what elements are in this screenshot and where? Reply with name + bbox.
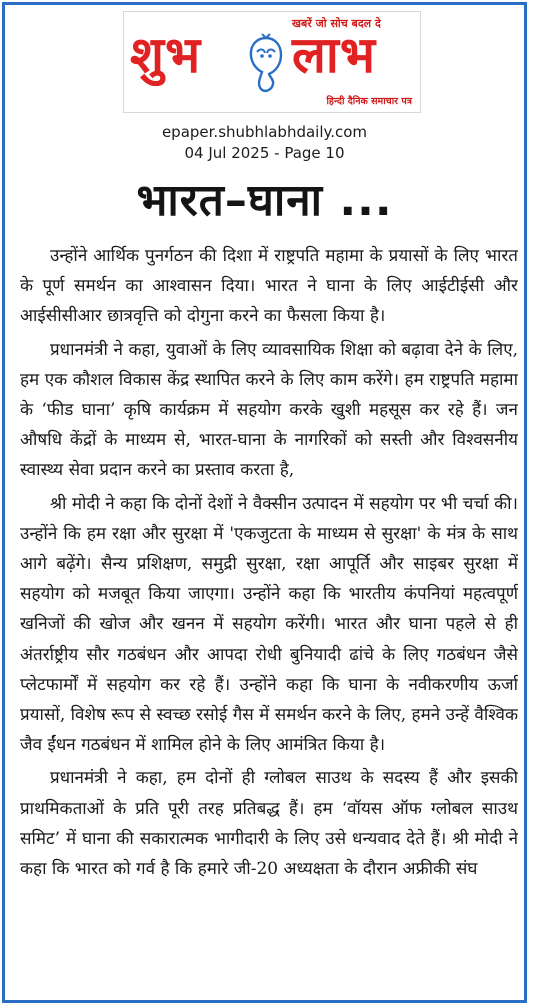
date-and-page: 04 Jul 2025 - Page 10 <box>184 144 345 162</box>
logo-word-shubh: शुभ <box>130 26 202 84</box>
ganesha-emblem-icon <box>242 32 290 94</box>
article-paragraph: श्री मोदी ने कहा कि दोनों देशों ने वैक्सीन उत्पादन में सहयोग पर भी चर्चा की। उन्होंने कि हम रक्षा और सुरक्षा में 'एकजुटता के माध्यम से सुरक्षा' के मंत्र के साथ आगे बढ़ेंगे। सैन्य प्रशिक्षण, समुद्री सुरक्षा, रक्षा आपूर्ति और साइबर सुरक्षा में सहयोग को मजबूत किया जाएगा। उन्होंने कहा कि भारतीय कंपनियां महत्वपूर्ण खनिजों की खोज और खनन में सहयोग करेंगी। भारत और घाना पहले से ही अंतर्राष्ट्रीय सौर गठबंधन और आपदा रोधी बुनियादी ढांचे के लिए गठबंधन जैसे प्लेटफार्मों में सहयोग कर रहे हैं। उन्होंने कहा कि घाना के नवीकरणीय ऊर्जा प्रयासों, विशेष रूप से स्वच्छ रसोई गैस में समर्थन करने के लिए, हमने उन्हें वैश्विक जैव ईंधन गठबंधन में शामिल होने के लिए आमंत्रित किया है। <box>20 493 518 756</box>
masthead-subtitle: हिन्दी दैनिक समाचार पत्र <box>326 96 412 107</box>
article-body <box>20 241 518 1003</box>
epaper-url: epaper.shubhlabhdaily.com <box>161 123 368 141</box>
article-paragraph: प्रधानमंत्री ने कहा, हम दोनों ही ग्लोबल साउथ के सदस्य हैं और इसकी प्राथमिकताओं के प्रति पूरी तरह प्रतिबद्ध हैं। हम ‘वॉयस ऑफ ग्लोबल साउथ समिट’ में घाना की सकारात्मक भागीदारी के लिए उसे धन्यवाद देते हैं। श्री मोदी ने कहा कि भारत को गर्व है कि हमारे जी-20 अध्यक्षता के दौरान अफ्रीकी संघ <box>20 768 518 880</box>
masthead-tagline: खबरें जो सोच बदल दे <box>292 17 381 30</box>
logo-word-labh: लाभ <box>292 26 376 84</box>
article-paragraph: उन्होंने आर्थिक पुनर्गठन की दिशा में राष्ट्रपति महामा के प्रयासों के लिए भारत के पूर्ण समर्थन का आश्वासन दिया। भारत ने घाना के लिए आईटीईसी और आईसीसीआर छात्रवृत्ति को दोगुना करने का फैसला किया है। <box>20 246 518 327</box>
article-headline: भारत–घाना ... <box>136 175 393 226</box>
newspaper-masthead <box>123 11 421 113</box>
clipping-frame <box>2 2 527 1003</box>
article-paragraph: प्रधानमंत्री ने कहा, युवाओं के लिए व्यावसायिक शिक्षा को बढ़ावा देने के लिए, हम एक कौशल विकास केंद्र स्थापित करने के लिए काम करेंगे। हम राष्ट्रपति महामा के ‘फीड घाना’ कृषि कार्यक्रम में सहयोग करके खुशी महसूस कर रहे हैं। जन औषधि केंद्रों के माध्यम से, भारत-घाना के नागरिकों को सस्ती और विश्वसनीय स्वास्थ्य सेवा प्रदान करने का प्रस्ताव करता है, <box>20 339 518 481</box>
